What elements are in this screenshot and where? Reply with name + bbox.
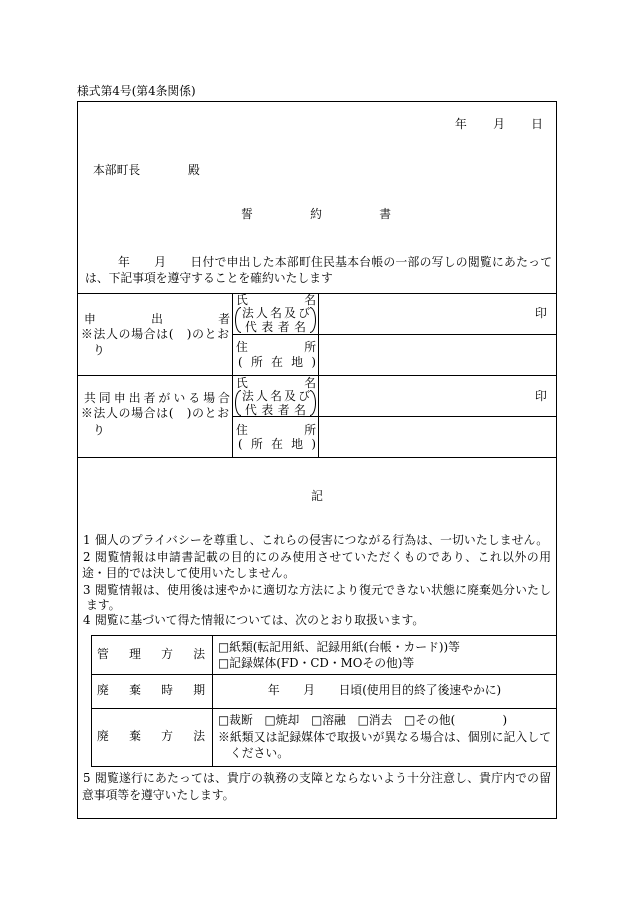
glyph: 共 xyxy=(84,391,96,405)
glyph: 代 xyxy=(245,320,257,334)
name-sublabel xyxy=(242,389,310,403)
name-sublabel xyxy=(242,306,310,320)
glyph: び xyxy=(298,306,310,320)
handling-option: □紙類(転記用紙、記録用紙(台帳・カード))等 xyxy=(218,640,460,654)
glyph: 及 xyxy=(284,306,296,320)
glyph: 出 xyxy=(151,312,163,326)
item-text: 個人のプライバシーを尊重し、これらの侵害につながる行為は、一切いたしません。 xyxy=(95,533,548,547)
glyph: 棄 xyxy=(129,683,141,697)
glyph: 及 xyxy=(284,389,296,403)
glyph: 申 xyxy=(84,312,96,326)
glyph: 地 xyxy=(291,437,304,451)
handling-label xyxy=(97,647,205,661)
preamble-line: 年 月 日付で申出した本部町住民基本台帳の一部の写しの閲覧にあたって xyxy=(118,255,552,269)
glyph: 名 xyxy=(304,293,316,307)
name-sublabel-bracket xyxy=(234,306,318,334)
address-label xyxy=(236,340,316,354)
glyph: 時 xyxy=(161,683,173,697)
handling-option: □裁断 □焼却 □溶融 □消去 □その他( ) xyxy=(218,713,508,727)
glyph xyxy=(468,117,480,131)
item-text: 途・目的では決して使用いたしません。 xyxy=(82,566,296,580)
glyph: 氏 xyxy=(236,376,248,390)
glyph: び xyxy=(298,389,310,403)
handling-note: ください。 xyxy=(230,746,289,760)
glyph: 出 xyxy=(128,391,141,405)
handling-value: 年 月 日頃(使用目的終了後速やかに) xyxy=(267,683,502,697)
item-text: 閲覧に基づいて得た情報については、次のとおり取扱います。 xyxy=(95,613,425,627)
glyph: 表 xyxy=(261,403,274,417)
item-text: 閲覧情報は、使用後は速やかに適切な方法により復元できない状態に廃棄処分いたし xyxy=(95,583,551,597)
item-text: ます。 xyxy=(86,598,121,612)
table-rule xyxy=(232,293,233,457)
glyph: 法 xyxy=(242,389,254,403)
glyph: 名 xyxy=(270,389,282,403)
handling-note: ※紙類又は記録媒体で取扱いが異なる場合は、個別に記入して xyxy=(218,730,551,744)
glyph: 名 xyxy=(294,403,306,417)
glyph: 所 xyxy=(304,340,316,354)
glyph: 法 xyxy=(193,647,205,661)
glyph: 名 xyxy=(294,320,306,334)
form-number: 様式第4号(第4条関係) xyxy=(77,84,196,98)
glyph: 日 xyxy=(531,117,543,131)
glyph: 理 xyxy=(129,647,141,661)
glyph: 方 xyxy=(161,647,173,661)
document-title xyxy=(241,207,391,221)
glyph: 者 xyxy=(218,312,230,326)
glyph: 合 xyxy=(218,391,230,405)
item-text: 閲覧情報は申請書記載の目的にのみ使用させていただくものであり、これ以外の用 xyxy=(95,550,551,564)
item-text: 閲覧遂行にあたっては、貴庁の執務の支障とならないよう十分注意し、貴庁内での留 xyxy=(95,771,551,785)
table-rule xyxy=(77,293,557,294)
table-rule xyxy=(212,635,213,766)
party-note: り xyxy=(93,423,105,437)
name-sublabel xyxy=(245,320,306,334)
seal-mark: 印 xyxy=(535,306,547,320)
glyph: 期 xyxy=(193,683,205,697)
glyph: 法 xyxy=(242,306,254,320)
item-number: 1 xyxy=(83,533,91,547)
addressee-name: 本部町長 xyxy=(93,163,141,177)
name-label xyxy=(236,293,316,307)
glyph: 場 xyxy=(203,391,216,405)
glyph: 所 xyxy=(250,437,263,451)
glyph: 氏 xyxy=(236,293,248,307)
table-rule xyxy=(318,293,319,457)
handling-option: □記録媒体(FD・CD・MOその他)等 xyxy=(218,656,415,670)
item-number: 3 xyxy=(83,583,91,597)
glyph: 住 xyxy=(236,340,248,354)
table-rule xyxy=(232,334,557,335)
table-rule xyxy=(77,457,557,458)
party-role xyxy=(84,312,230,326)
party-note: ※法人の場合は( )のとお xyxy=(81,327,229,341)
item-text: 意事項等を遵守いたします。 xyxy=(82,788,235,802)
item-number: 2 xyxy=(83,550,91,564)
glyph: 人 xyxy=(256,306,268,320)
table-rule xyxy=(91,708,557,709)
glyph: 名 xyxy=(304,376,316,390)
preamble-line: は、下記事項を遵守することを確約いたします xyxy=(85,271,333,285)
glyph: 廃 xyxy=(97,729,109,743)
glyph: 所 xyxy=(250,355,263,369)
glyph: 住 xyxy=(236,423,248,437)
glyph: 誓 xyxy=(241,207,253,221)
glyph: ) xyxy=(311,355,316,369)
glyph: 所 xyxy=(304,423,316,437)
addressee-honorific: 殿 xyxy=(188,163,200,177)
handling-label xyxy=(97,683,205,697)
glyph: 廃 xyxy=(97,683,109,697)
party-note: ※法人の場合は( )のとお xyxy=(81,406,229,420)
glyph: 表 xyxy=(261,320,274,334)
name-sublabel-bracket xyxy=(234,389,318,417)
table-rule xyxy=(77,375,557,376)
address-label xyxy=(236,423,316,437)
glyph: 月 xyxy=(493,117,505,131)
glyph: 同 xyxy=(98,391,111,405)
address-sublabel xyxy=(238,355,316,369)
glyph: い xyxy=(173,391,186,405)
glyph: 約 xyxy=(310,207,322,221)
glyph: ( xyxy=(238,355,243,369)
glyph: る xyxy=(188,391,201,405)
table-rule xyxy=(91,674,557,675)
glyph: 人 xyxy=(256,389,268,403)
glyph: 棄 xyxy=(129,729,141,743)
glyph: が xyxy=(158,391,171,405)
glyph: 名 xyxy=(270,306,282,320)
glyph: 申 xyxy=(113,391,126,405)
glyph: 方 xyxy=(161,729,173,743)
address-sublabel xyxy=(238,437,316,451)
glyph: 管 xyxy=(97,647,109,661)
glyph: ) xyxy=(311,437,316,451)
glyph: 在 xyxy=(271,355,283,369)
item-number: 4 xyxy=(83,613,91,627)
glyph: 者 xyxy=(277,403,290,417)
party-role xyxy=(84,391,230,405)
item-number: 5 xyxy=(83,771,91,785)
date-line xyxy=(455,117,543,131)
glyph: 地 xyxy=(291,355,304,369)
glyph: 書 xyxy=(379,207,391,221)
glyph: 者 xyxy=(277,320,290,334)
glyph xyxy=(480,117,492,131)
party-note: り xyxy=(93,343,105,357)
glyph: 年 xyxy=(455,117,467,131)
glyph: 法 xyxy=(193,729,205,743)
glyph: 者 xyxy=(143,391,156,405)
handling-label xyxy=(97,729,205,743)
glyph xyxy=(518,117,530,131)
seal-mark: 印 xyxy=(535,389,547,403)
name-label xyxy=(236,376,316,390)
glyph: 在 xyxy=(271,437,283,451)
name-sublabel xyxy=(245,403,306,417)
notes-heading: 記 xyxy=(311,489,323,503)
glyph xyxy=(506,117,518,131)
glyph: 代 xyxy=(245,403,257,417)
glyph: ( xyxy=(238,437,243,451)
